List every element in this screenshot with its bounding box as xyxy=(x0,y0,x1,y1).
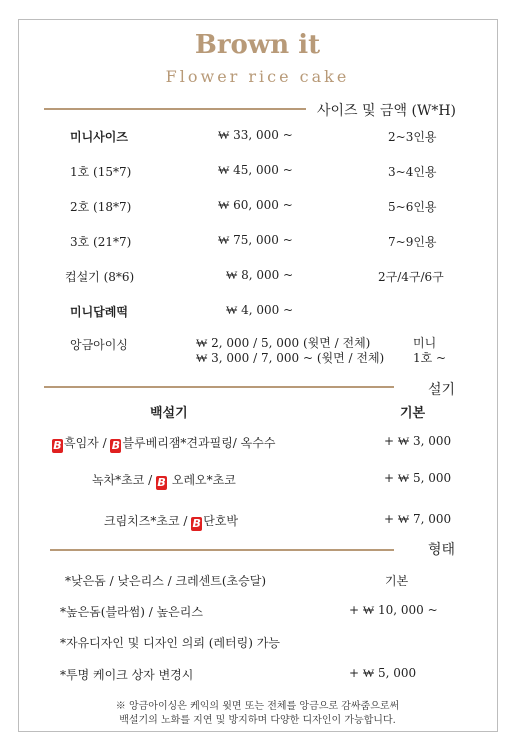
size-row-serves: 2구/4구/6구 xyxy=(378,270,444,284)
shape-section-title: 형태 xyxy=(428,542,456,558)
seolgi-row-price: + ₩ 7, 000 xyxy=(384,512,452,526)
footer-note-line-2: 백설기의 노화를 지연 및 방지하며 다양한 디자인이 가능합니다. xyxy=(119,715,396,726)
menu-frame xyxy=(18,19,498,732)
shape-row-name: *투명 케이크 상자 변경시 xyxy=(60,668,194,682)
size-row-name: 미니사이즈 xyxy=(70,130,128,144)
icing-size-1: 미니 xyxy=(413,336,437,350)
seolgi-col-price: 기본 xyxy=(400,406,426,421)
brand-subtitle: Flower rice cake xyxy=(165,67,350,86)
size-row-price: ₩ 60, 000 ~ xyxy=(218,198,293,212)
shape-row-price: + ₩ 10, 000 ~ xyxy=(349,603,438,617)
footer-note-line-1: ※ 앙금아이싱은 케익의 윗면 또는 전체를 앙금으로 감싸줌으로써 xyxy=(115,701,400,712)
shape-row-price: + ₩ 5, 000 xyxy=(349,666,417,680)
b-badge-icon: B xyxy=(192,517,201,530)
seolgi-item: 블루베리잼*견과필링/ 옥수수 xyxy=(122,436,276,450)
size-row-name: 3호 (21*7) xyxy=(70,235,132,249)
size-row-serves: 2~3인용 xyxy=(388,130,437,144)
b-badge-icon: B xyxy=(111,439,121,452)
size-row-price: ₩ 8, 000 ~ xyxy=(226,268,294,282)
size-row-price: ₩ 4, 000 ~ xyxy=(226,303,294,317)
brand-title: Brown it xyxy=(194,30,321,60)
b-badge-icon: B xyxy=(157,476,166,489)
size-row-name: 1호 (15*7) xyxy=(70,165,132,179)
shape-row-name: *높은돔(블라썸) / 높은리스 xyxy=(60,605,203,619)
size-row-price: ₩ 33, 000 ~ xyxy=(218,128,293,142)
size-section-rule xyxy=(44,108,306,110)
seolgi-row-price: + ₩ 5, 000 xyxy=(384,471,452,485)
shape-section-rule xyxy=(50,549,394,551)
seolgi-col-name: 백설기 xyxy=(150,406,188,421)
seolgi-section-title: 설기 xyxy=(428,382,456,398)
seolgi-section-rule xyxy=(44,386,394,388)
icing-size-2: 1호 ~ xyxy=(413,351,447,365)
shape-row-name: *낮은돔 / 낮은리스 / 크레센트(초승달) xyxy=(65,574,266,588)
size-row-serves: 5~6인용 xyxy=(388,200,437,214)
icing-name: 앙금아이싱 xyxy=(70,338,128,352)
seolgi-row xyxy=(52,434,275,453)
size-row-name: 컵설기 (8*6) xyxy=(65,270,135,284)
size-row-name: 미니답례떡 xyxy=(70,305,128,319)
size-row-price: ₩ 75, 000 ~ xyxy=(218,233,293,247)
seolgi-item: 단호박 xyxy=(203,514,239,528)
size-row-serves: 7~9인용 xyxy=(388,235,437,249)
seolgi-item: 크림치즈*초코 / xyxy=(104,514,192,528)
b-badge-icon: B xyxy=(53,439,62,452)
seolgi-row xyxy=(92,471,236,490)
seolgi-item: 오레오*초코 xyxy=(168,473,236,487)
size-section-title: 사이즈 및 금액 (W*H) xyxy=(317,103,457,119)
size-row-price: ₩ 45, 000 ~ xyxy=(218,163,293,177)
seolgi-item: 녹차*초코 / xyxy=(92,473,157,487)
icing-price-line-1: ₩ 2, 000 / 5, 000 (윗면 / 전체) xyxy=(196,336,371,350)
icing-price-line-2: ₩ 3, 000 / 7, 000 ~ (윗면 / 전체) xyxy=(196,351,385,365)
seolgi-row xyxy=(104,512,238,531)
shape-row-price: 기본 xyxy=(385,574,409,588)
size-row-name: 2호 (18*7) xyxy=(70,200,132,214)
seolgi-row-price: + ₩ 3, 000 xyxy=(384,434,452,448)
shape-row-name: *자유디자인 및 디자인 의뢰 (레터링) 가능 xyxy=(60,636,280,650)
seolgi-item: 흑임자 / xyxy=(64,436,111,450)
size-row-serves: 3~4인용 xyxy=(388,165,437,179)
